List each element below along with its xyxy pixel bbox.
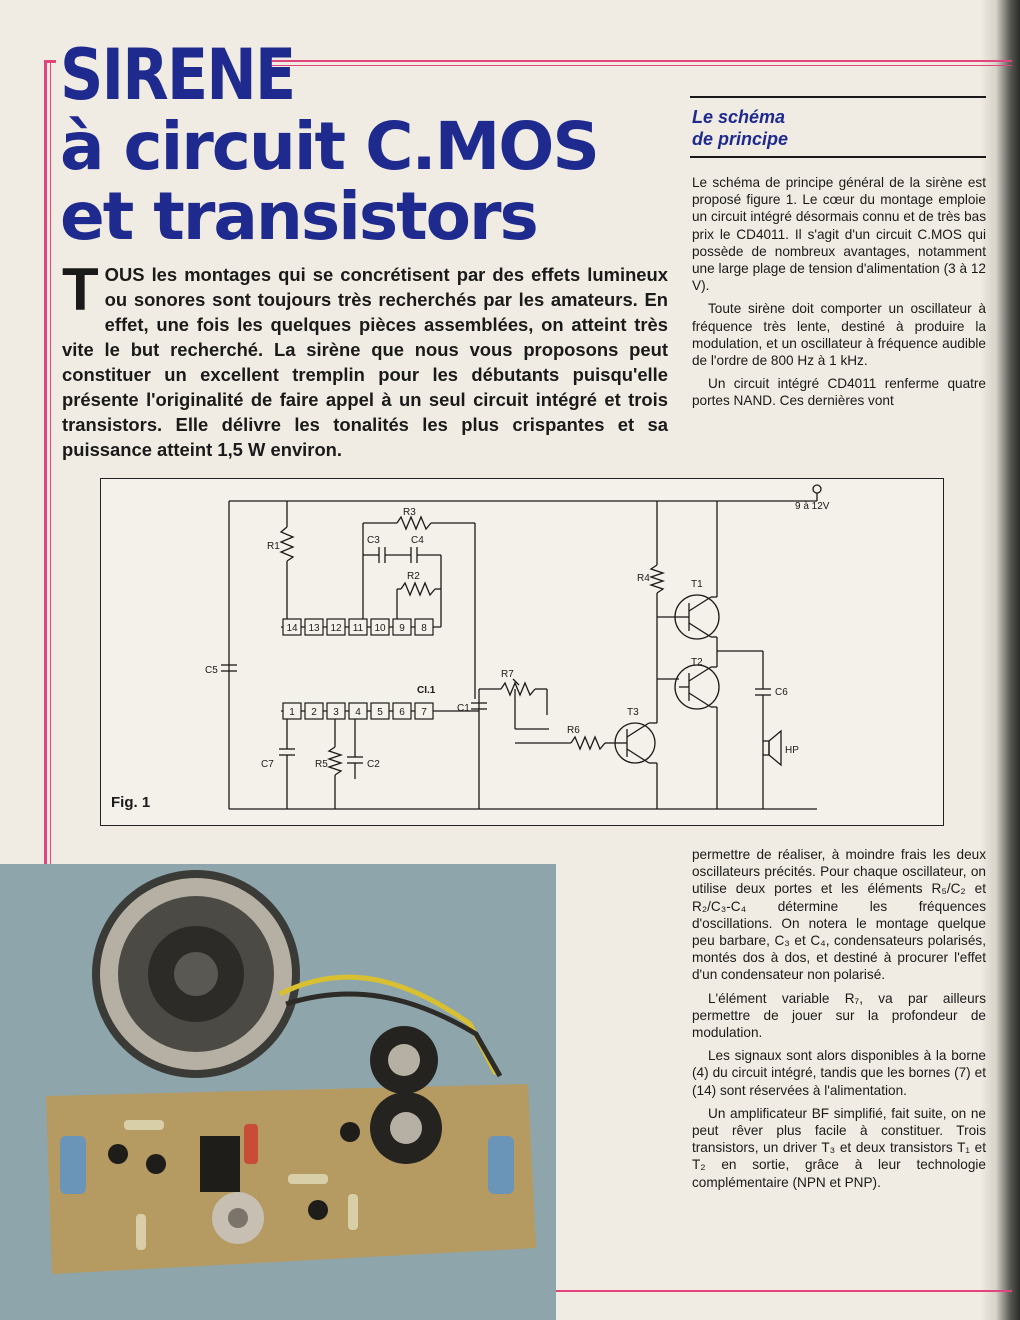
label-hp: HP (785, 745, 799, 756)
ic-pin-number: 5 (377, 707, 383, 718)
section-heading-line2: de principe (692, 129, 789, 149)
intro-dropcap: T (62, 256, 99, 323)
title-line-3: et transistors (60, 178, 537, 255)
ic-pins-bottom (283, 703, 433, 719)
label-t1: T1 (691, 579, 703, 590)
schematic-figure (100, 478, 944, 826)
frame-rule-top (44, 60, 56, 63)
section-heading-line1: Le schéma (692, 107, 786, 127)
label-r6: R6 (567, 725, 580, 736)
intro-text: OUS les montages qui se concrétisent par des effets lumineux ou sonores sont toujours très recherchés par les amateurs. En effet, une fois les quelques pièces assemblées, on atteint très vite le but recherché. La sirène que nous vous proposons peut constituer un excellent tremplin pour les débutants puisqu'elle présente l'originalité de faire appel à un seul circuit intégré et trois transistors. Elle délivre les tonalités les plus crispantes et sa puissance atteint 1,5 W environ. (62, 264, 668, 460)
ic-pin-number: 7 (421, 707, 427, 718)
col-paragraph: permettre de réaliser, à moindre frais les deux oscillateurs précités. Pour chaque oscillateur, on utilise deux portes et les éléments R₅/C₂ et R₂/C₃-C₄ détermine les fréquences d'oscillations. On notera le montage quelque peu barbare, C₃ et C₄, condensateurs polarisés, montés dos à dos, et destiné à procurer l'effet d'un condensateur non polarisé. (692, 847, 986, 983)
col-paragraph: Le schéma de principe général de la sirène est proposé figure 1. Le cœur du montage emploie un circuit intégré désormais connu et de très bas prix le CD4011. Il s'agit d'un circuit C.MOS qui possède de nombreux avantages, notamment une large plage de tension d'alimentation (3 à 12 V). (692, 175, 986, 294)
label-r5: R5 (315, 759, 328, 770)
col-paragraph: Un amplificateur BF simplifié, fait suite, on ne peut rêver plus facile à constituer. Trois transistors, un driver T₃ et deux transistors T₁ et T₂ en sortie, grâce à leur technologie complémentaire (NPN et PNP). (692, 1105, 986, 1190)
schematic-svg (101, 479, 943, 825)
ic-pin-number: 4 (355, 707, 361, 718)
photo-svg (0, 864, 556, 1320)
frame-rule-bottom (556, 1290, 1012, 1292)
col-paragraph: Un circuit intégré CD4011 renferme quatre portes NAND. Ces dernières vont (692, 376, 986, 409)
label-c2: C2 (367, 759, 380, 770)
label-c7: C7 (261, 759, 274, 770)
ic-pin-number: 3 (333, 707, 339, 718)
ic-pin-number: 13 (308, 623, 320, 634)
label-t3: T3 (627, 707, 639, 718)
label-r7: R7 (501, 669, 514, 680)
label-c3: C3 (367, 535, 380, 546)
section-rule-bottom (690, 156, 986, 158)
column-top (692, 174, 986, 416)
label-t2: T2 (691, 657, 703, 668)
label-r2: R2 (407, 571, 420, 582)
column-bottom (692, 846, 986, 1197)
ic-pin-number: 9 (399, 623, 405, 634)
section-rule-top (690, 96, 986, 98)
label-r4: R4 (637, 573, 650, 584)
label-c4: C4 (411, 535, 424, 546)
title-line-2: à circuit C.MOS (60, 108, 598, 185)
intro-paragraph (62, 256, 668, 462)
ic-pin-number: 8 (421, 623, 427, 634)
label-r1: R1 (267, 541, 280, 552)
ic-pins-top (283, 619, 433, 635)
title-line-1: SIRENE (60, 34, 295, 116)
ic-pin-number: 1 (289, 707, 295, 718)
ic-pin-number: 12 (330, 623, 342, 634)
label-c1: C1 (457, 703, 470, 714)
section-heading (692, 106, 788, 150)
col-paragraph: Les signaux sont alors disponibles à la borne (4) du circuit intégré, tandis que les bornes (7) et (14) sont réservées à l'alimentation. (692, 1048, 986, 1098)
page-edge-shadow (980, 0, 1020, 1320)
ic-pin-number: 6 (399, 707, 405, 718)
label-c6: C6 (775, 687, 788, 698)
article-title (60, 34, 598, 255)
ic-pin-number: 10 (374, 623, 386, 634)
label-r3: R3 (403, 507, 416, 518)
circuit-photo (0, 864, 556, 1320)
label-c5: C5 (205, 665, 218, 676)
col-paragraph: Toute sirène doit comporter un oscillateur à fréquence très lente, destiné à produire la modulation, et un oscillateur à fréquence audible de l'ordre de 800 Hz à 1 kHz. (692, 301, 986, 369)
supply-label: 9 à 12V (795, 501, 830, 512)
ic-pin-number: 2 (311, 707, 317, 718)
col-paragraph: L'élément variable R₇, va par ailleurs permettre de jouer sur la profondeur de modulation. (692, 990, 986, 1041)
figure-caption: Fig. 1 (111, 794, 151, 811)
label-ic: CI.1 (417, 685, 436, 696)
ic-pin-number: 14 (286, 623, 298, 634)
ic-pin-number: 11 (352, 623, 364, 634)
